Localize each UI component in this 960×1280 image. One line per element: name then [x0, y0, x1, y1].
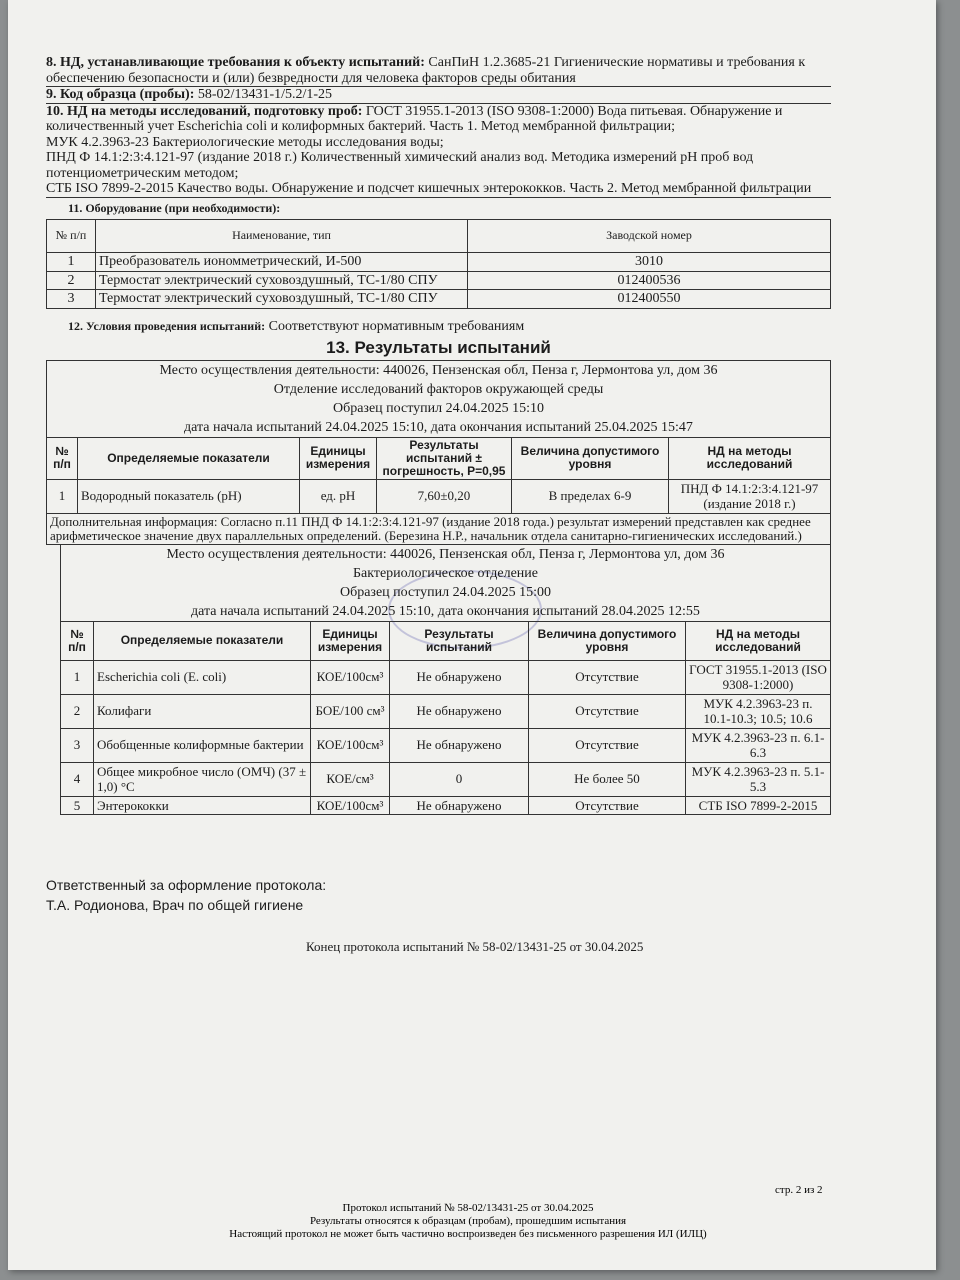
- section-12-text: Соответствуют нормативным требованиям: [268, 318, 525, 334]
- cell: 3010: [468, 253, 831, 272]
- table-row: [47, 479, 831, 513]
- col-header: Единицы измерения: [311, 621, 390, 660]
- col-header: № п/п: [47, 437, 78, 479]
- col-header: Единицы измерения: [300, 437, 377, 479]
- protocol-content: [46, 55, 831, 955]
- section-8: [46, 55, 831, 87]
- cell: ГОСТ 31955.1-2013 (ISO 9308-1:2000): [686, 660, 831, 694]
- footer-line: Настоящий протокол не может быть частично воспроизведен без письменного разрешения ИЛ (ИЛЦ): [229, 1228, 707, 1240]
- results-table-2: [60, 621, 831, 816]
- cell: 3: [47, 290, 96, 309]
- footer: [158, 1202, 778, 1241]
- cell: Колифаги: [94, 694, 311, 728]
- table-row: [61, 728, 831, 762]
- section-10-line: СТБ ISO 7899-2-2015 Качество воды. Обнаружение и подсчет кишечных энтерококков. Часть 2. Метод мембранной фильтрации: [46, 181, 812, 196]
- header-line: Образец поступил 24.04.2025 15:00: [339, 584, 552, 600]
- cell: БОЕ/100 см³: [311, 694, 390, 728]
- responsible-label: Ответственный за оформление протокола:: [46, 877, 327, 893]
- section-13-title: 13. Результаты испытаний: [326, 338, 551, 357]
- cell: 5: [61, 796, 94, 815]
- cell: МУК 4.2.3963-23 п. 5.1-5.3: [686, 762, 831, 796]
- end-of-protocol: Конец протокола испытаний № 58-02/13431-25 от 30.04.2025: [306, 939, 644, 954]
- cell: 1: [47, 253, 96, 272]
- cell: СТБ ISO 7899-2-2015: [686, 796, 831, 815]
- cell: МУК 4.2.3963-23 п. 10.1-10.3; 10.5; 10.6: [686, 694, 831, 728]
- header-line: Место осуществления деятельности: 440026, Пензенская обл, Пенза г, Лермонтова ул, дом 36: [166, 546, 725, 562]
- header-line: дата начала испытаний 24.04.2025 15:10, дата окончания испытаний 28.04.2025 12:55: [191, 603, 700, 619]
- cell: 1: [47, 479, 78, 513]
- cell: Отсутствие: [529, 660, 686, 694]
- cell: Водородный показатель (pH): [78, 479, 300, 513]
- cell: МУК 4.2.3963-23 п. 6.1-6.3: [686, 728, 831, 762]
- cell: 2: [61, 694, 94, 728]
- responsible-person: Т.А. Родионова, Врач по общей гигиене: [46, 897, 304, 913]
- cell: КОЕ/100см³: [311, 660, 390, 694]
- cell: 4: [61, 762, 94, 796]
- col-header: Величина допустимого уровня: [512, 437, 669, 479]
- cell: Обобщенные колиформные бактерии: [94, 728, 311, 762]
- cell: Не обнаружено: [390, 660, 529, 694]
- table-row: [61, 762, 831, 796]
- cell: Не обнаружено: [390, 694, 529, 728]
- col-header: Определяемые показатели: [94, 621, 311, 660]
- cell: 0: [390, 762, 529, 796]
- cell: КОЕ/100см³: [311, 728, 390, 762]
- section-8-label: 8. НД, устанавливающие требования к объекту испытаний:: [46, 55, 425, 70]
- cell: Не обнаружено: [390, 728, 529, 762]
- header-line: Образец поступил 24.04.2025 15:10: [332, 400, 545, 416]
- block1-header: [46, 360, 831, 437]
- cell: Отсутствие: [529, 796, 686, 815]
- cell: Отсутствие: [529, 694, 686, 728]
- block2-header: [60, 545, 831, 621]
- header-line: Отделение исследований факторов окружающей среды: [273, 381, 604, 397]
- equipment-table: [46, 219, 831, 309]
- col-header: Результаты испытаний: [390, 621, 529, 660]
- section-11-label: 11. Оборудование (при необходимости):: [68, 200, 281, 215]
- table-row: [61, 694, 831, 728]
- header-line: Место осуществления деятельности: 440026, Пензенская обл, Пенза г, Лермонтова ул, дом 36: [159, 362, 718, 378]
- cell: 012400550: [468, 290, 831, 309]
- col-header: № п/п: [47, 220, 96, 253]
- col-header: Заводской номер: [468, 220, 831, 253]
- cell: Не более 50: [529, 762, 686, 796]
- section-9-label: 9. Код образца (пробы):: [46, 87, 195, 102]
- cell: КОЕ/100см³: [311, 796, 390, 815]
- cell: ПНД Ф 14.1:2:3:4.121-97 (издание 2018 г.): [669, 479, 831, 513]
- cell: Общее микробное число (ОМЧ) (37 ± 1,0) °С: [94, 762, 311, 796]
- section-8-text: СанПиН 1.2.3685-21 Гигиенические нормативы и требования к обеспечению безопасности и (или) безвредности для человека факторов среды обитания: [46, 55, 806, 86]
- section-10-line: ПНД Ф 14.1:2:3:4.121-97 (издание 2018 г.) Количественный химический анализ вод. Методика измерений pH проб вод потенциометрическим методом;: [46, 150, 754, 181]
- table-row: [61, 660, 831, 694]
- section-10-line: МУК 4.2.3963-23 Бактериологические методы исследования воды;: [46, 134, 444, 150]
- cell: В пределах 6-9: [512, 479, 669, 513]
- cell: Преобразователь иономметрический, И-500: [96, 253, 468, 272]
- footer-line: Протокол испытаний № 58-02/13431-25 от 30.04.2025: [342, 1202, 594, 1214]
- section-12-label: 12. Условия проведения испытаний:: [68, 318, 266, 333]
- cell: 1: [61, 660, 94, 694]
- cell: 3: [61, 728, 94, 762]
- col-header: Наименование, тип: [96, 220, 468, 253]
- header-line: Бактериологическое отделение: [352, 565, 538, 581]
- table-row: [47, 290, 831, 309]
- results-table-1: [46, 437, 831, 545]
- section-10-label: 10. НД на методы исследований, подготовку проб:: [46, 103, 363, 119]
- cell: 7,60±0,20: [377, 479, 512, 513]
- col-header: НД на методы исследований: [669, 437, 831, 479]
- col-header: Величина допустимого уровня: [529, 621, 686, 660]
- table-row: [47, 253, 831, 272]
- cell: Энтерококки: [94, 796, 311, 815]
- cell: Термостат электрический суховоздушный, ТС-1/80 СПУ: [96, 290, 468, 309]
- col-header: Результаты испытаний ± погрешность, P=0,95: [377, 437, 512, 479]
- section-9-text: 58-02/13431-1/5.2/1-25: [197, 87, 333, 102]
- header-line: дата начала испытаний 24.04.2025 15:10, дата окончания испытаний 25.04.2025 15:47: [184, 419, 693, 435]
- table-row: [61, 796, 831, 815]
- page-number: стр. 2 из 2: [775, 1184, 823, 1196]
- footer-line: Результаты относятся к образцам (пробам), прошедшим испытания: [309, 1215, 627, 1227]
- col-header: Определяемые показатели: [78, 437, 300, 479]
- section-10: [46, 104, 831, 198]
- cell: Не обнаружено: [390, 796, 529, 815]
- cell: Термостат электрический суховоздушный, ТС-1/80 СПУ: [96, 271, 468, 290]
- col-header: НД на методы исследований: [686, 621, 831, 660]
- section-9: [46, 87, 831, 104]
- section-10-text: ГОСТ 31955.1-2013 (ISO 9308-1:2000) Вода питьевая. Обнаружение и количественный учет Escherichia coli и колиформных бактерий. Часть 1. Метод мембранной фильтрации;: [46, 103, 783, 134]
- cell: 012400536: [468, 271, 831, 290]
- cell: Escherichia coli (E. coli): [94, 660, 311, 694]
- cell: КОЕ/см³: [311, 762, 390, 796]
- document-page: [8, 0, 936, 1270]
- cell: Отсутствие: [529, 728, 686, 762]
- cell: ед. pH: [300, 479, 377, 513]
- cell: 2: [47, 271, 96, 290]
- col-header: № п/п: [61, 621, 94, 660]
- responsible-block: [46, 875, 831, 915]
- table-row: [47, 271, 831, 290]
- additional-info: Дополнительная информация: Согласно п.11 ПНД Ф 14.1:2:3:4.121-97 (издание 2018 года.) результат измерений представлен как среднее арифметическое значение двух параллельных определений. (Березина Н.Р., начальник отдела санитарно-гигиенических исследований.): [47, 513, 831, 544]
